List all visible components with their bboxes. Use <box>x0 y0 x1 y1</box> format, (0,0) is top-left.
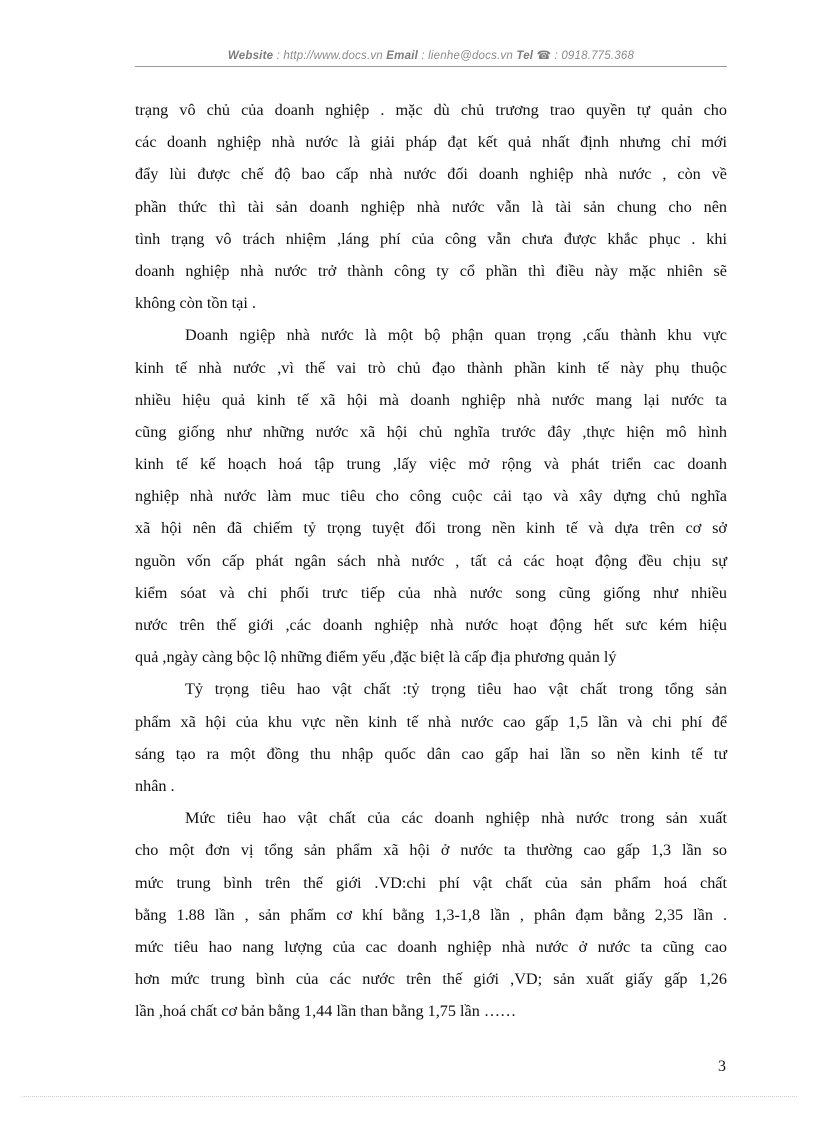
email-separator: : <box>417 50 429 62</box>
tel-separator: : <box>551 50 562 62</box>
document-body <box>135 94 727 1027</box>
text-line: xã hội nên đã chiếm tỷ trọng tuyệt đối trong nền kinh tế và dựa trên cơ sở <box>135 519 727 538</box>
text-line: tình trạng vô trách nhiệm ,láng phí của công vẫn chưa được khắc phục . khi <box>135 229 727 248</box>
text-line: hơn mức trung bình của các nước trên thế giới ,VD; sản xuất giấy gấp 1,26 <box>135 970 727 989</box>
tel-label: Tel <box>516 50 534 62</box>
phone-icon: ☎ <box>536 50 552 62</box>
text-line: không còn tồn tại . <box>135 294 256 313</box>
text-line: Mức tiêu hao vật chất của các doanh nghiệp nhà nước trong sản xuất <box>185 809 727 828</box>
website-separator: : <box>273 50 284 62</box>
text-line: kiểm sóat và chi phối trưc tiếp của nhà nước song cũng giống như nhiều <box>135 583 727 602</box>
text-line: kinh tế nhà nước ,vì thế vai trò chủ đạo thành phần kinh tế này phụ thuộc <box>135 358 727 377</box>
text-line: phẩm xã hội của khu vực nền kinh tế nhà nước cao gấp 1,5 lần và chi phí để <box>135 712 727 731</box>
paragraph <box>135 673 727 802</box>
text-line: nguồn vốn cấp phát ngân sách nhà nước , tất cả các hoạt động đều chịu sự <box>135 551 727 570</box>
text-line: lần ,hoá chất cơ bản bằng 1,44 lần than bằng 1,75 lần …… <box>135 1002 517 1021</box>
text-line: nước trên thế giới ,các doanh nghiệp nhà nước hoạt động hết sưc kém hiệu <box>135 616 727 634</box>
page-number: 3 <box>718 1058 726 1075</box>
text-line: bằng 1.88 lần , sản phẩm cơ khí bằng 1,3-1,8 lần , phân đạm bằng 2,35 lần . <box>135 905 727 924</box>
text-line: phần thức thì tài sản doanh nghiệp nhà nước vẫn là tài sản chung cho nên <box>135 197 727 216</box>
website-url[interactable]: http://www.docs.vn <box>283 50 383 62</box>
footer-divider <box>22 1096 797 1097</box>
paragraph <box>135 802 727 1027</box>
text-line: nhiều hiệu quả kinh tế xã hội mà doanh nghiệp nhà nước mang lại nước ta <box>135 390 727 409</box>
text-line: cũng giống như những nước xã hội chủ nghĩa trước đây ,thực hiện mô hình <box>135 422 727 441</box>
header-divider <box>135 66 727 67</box>
text-line: các doanh nghiệp nhà nước là giải pháp đạt kết quả nhất định nhưng chỉ mới <box>135 133 727 152</box>
website-label: Website <box>227 50 274 62</box>
text-line: nghiệp nhà nước làm muc tiêu cho công cuộc cải tạo và xây dựng chủ nghĩa <box>135 487 727 506</box>
text-line: cho một đơn vị tổng sản phẩm xã hội ở nước ta thường cao gấp 1,3 lần so <box>135 841 727 860</box>
text-line: Tỷ trọng tiêu hao vật chất :tỷ trọng tiêu hao vật chất trong tổng sản <box>185 680 727 699</box>
text-line: sáng tạo ra một đồng thu nhập quốc dân cao gấp hai lần so nền kinh tế tư <box>135 744 727 763</box>
text-line: Doanh ngiệp nhà nước là một bộ phận quan trọng ,cấu thành khu vực <box>185 326 727 345</box>
text-line: quả ,ngày càng bộc lộ những điểm yếu ,đặc biệt là cấp địa phương quản lý <box>135 648 617 667</box>
text-line: đẩy lùi được chế độ bao cấp nhà nước đối doanh nghiệp nhà nước , còn về <box>135 165 727 184</box>
text-line: trạng vô chủ của doanh nghiệp . mặc dù chủ trương trao quyền tự quản cho <box>135 101 727 119</box>
text-line: kinh tế kế hoạch hoá tập trung ,lấy việc mở rộng và phát triển cac doanh <box>135 455 727 474</box>
text-line: mức tiêu hao nang lượng của cac doanh nghiệp nhà nước ở nước ta cũng cao <box>135 937 727 956</box>
tel-value: 0918.775.368 <box>561 50 635 62</box>
paragraph <box>135 319 727 673</box>
email-label: Email <box>386 50 418 62</box>
text-line: doanh nghiệp nhà nước trở thành công ty cổ phần thì điều này mặc nhiên sẽ <box>135 261 727 280</box>
page-header <box>135 48 727 62</box>
email-value[interactable]: lienhe@docs.vn <box>428 50 513 62</box>
text-line: nhân . <box>135 776 175 795</box>
paragraph <box>135 94 727 319</box>
text-line: mức trung bình trên thế giới .VD:chi phí vật chất của sản phẩm hoá chất <box>135 873 727 892</box>
